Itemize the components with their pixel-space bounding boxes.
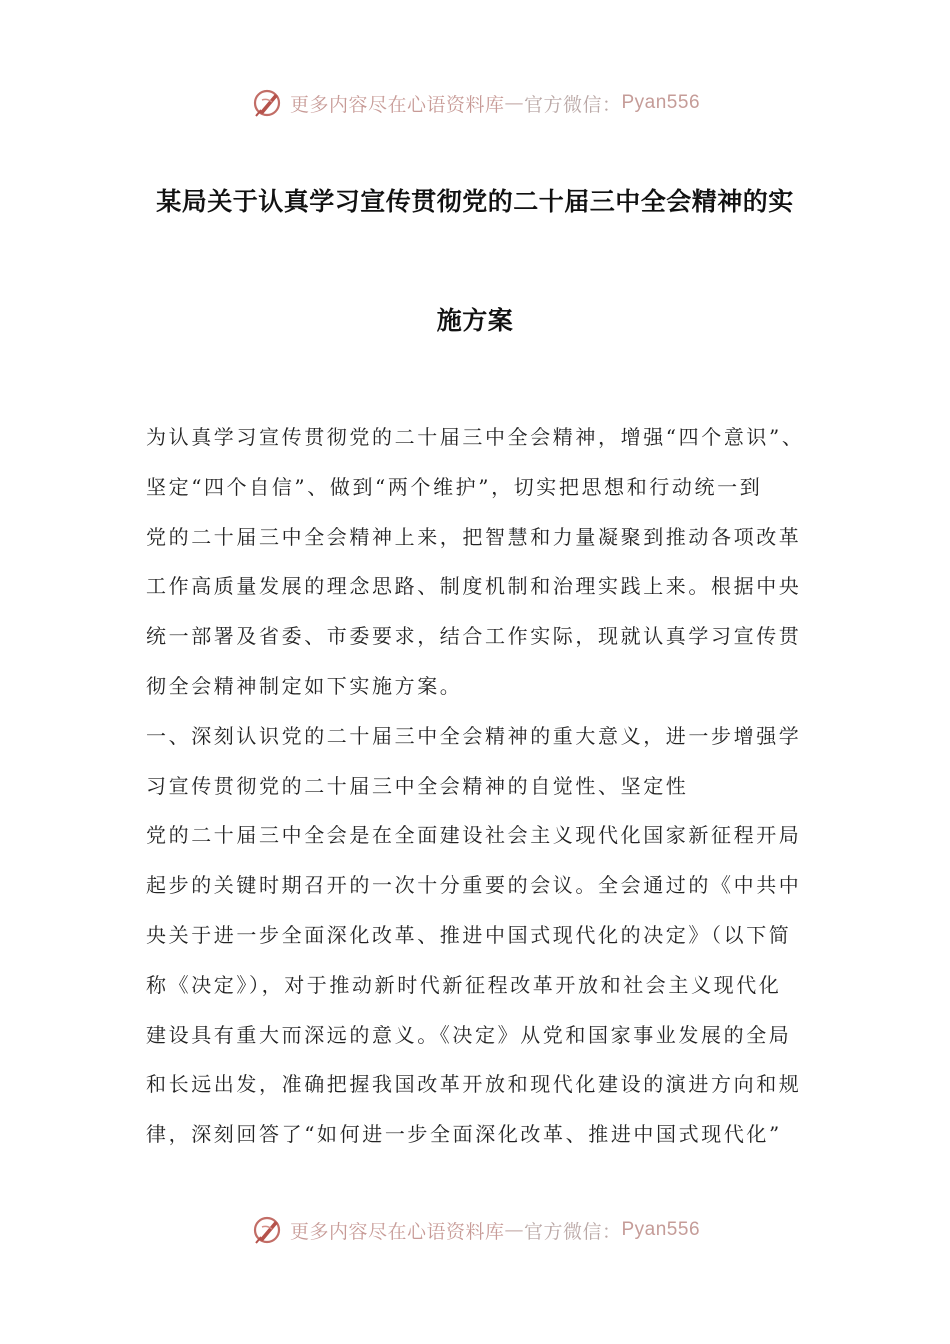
body-line: 党的二十届三中全会是在全面建设社会主义现代化国家新征程开局 bbox=[146, 823, 802, 848]
watermark-site-name: 更多内容尽在心语资料库 bbox=[289, 1220, 505, 1243]
body-line: 坚定“四个自信”、做到“两个维护”，切实把思想和行动统一到 bbox=[146, 474, 763, 499]
body-line: 党的二十届三中全会精神上来，把智慧和力量凝聚到推动各项改革 bbox=[146, 524, 802, 549]
document-title-line-1: 某局关于认真学习宣传贯彻党的二十届三中全会精神的实 bbox=[156, 187, 794, 216]
body-line: 统一部署及省委、市委要求，结合工作实际，现就认真学习宣传贯 bbox=[146, 624, 802, 649]
section-heading-line: 习宣传贯彻党的二十届三中全会精神的自觉性、坚定性 bbox=[146, 773, 689, 798]
body-line: 央关于进一步全面深化改革、推进中国式现代化的决定》（以下简 bbox=[146, 922, 792, 947]
body-line: 彻全会精神制定如下实施方案。 bbox=[146, 673, 463, 698]
watermark-wechat-id: Pyan556 bbox=[621, 92, 701, 113]
quill-pen-logo-icon bbox=[250, 86, 284, 120]
watermark-separator: — bbox=[504, 92, 524, 114]
watermark-separator: — bbox=[504, 1219, 524, 1241]
body-line: 起步的关键时期召开的一次十分重要的会议。全会通过的《中共中 bbox=[146, 873, 802, 898]
body-line: 和长远出发，准确把握我国改革开放和现代化建设的演进方向和规 bbox=[146, 1072, 802, 1097]
body-line: 称《决定》），对于推动新时代新征程改革开放和社会主义现代化 bbox=[146, 972, 782, 997]
document-title-line-2: 施方案 bbox=[436, 306, 514, 335]
watermark-wechat-label: 官方微信： bbox=[523, 93, 622, 116]
watermark-wechat-label: 官方微信： bbox=[523, 1220, 622, 1243]
body-line: 为认真学习宣传贯彻党的二十届三中全会精神，增强“四个意识”、 bbox=[146, 425, 805, 449]
body-line: 律，深刻回答了“如何进一步全面深化改革、推进中国式现代化” bbox=[146, 1122, 782, 1147]
header-watermark bbox=[0, 86, 950, 120]
body-line: 建设具有重大而深远的意义。《决定》从党和国家事业发展的全局 bbox=[146, 1022, 792, 1047]
section-heading-line: 一、深刻认识党的二十届三中全会精神的重大意义，进一步增强学 bbox=[146, 723, 802, 748]
watermark-wechat-id: Pyan556 bbox=[621, 1219, 701, 1240]
document-body bbox=[146, 413, 814, 1160]
body-line: 工作高质量发展的理念思路、制度机制和治理实践上来。根据中央 bbox=[146, 574, 802, 599]
footer-watermark bbox=[0, 1213, 950, 1247]
watermark-site-name: 更多内容尽在心语资料库 bbox=[289, 93, 505, 116]
quill-pen-logo-icon bbox=[250, 1213, 284, 1247]
